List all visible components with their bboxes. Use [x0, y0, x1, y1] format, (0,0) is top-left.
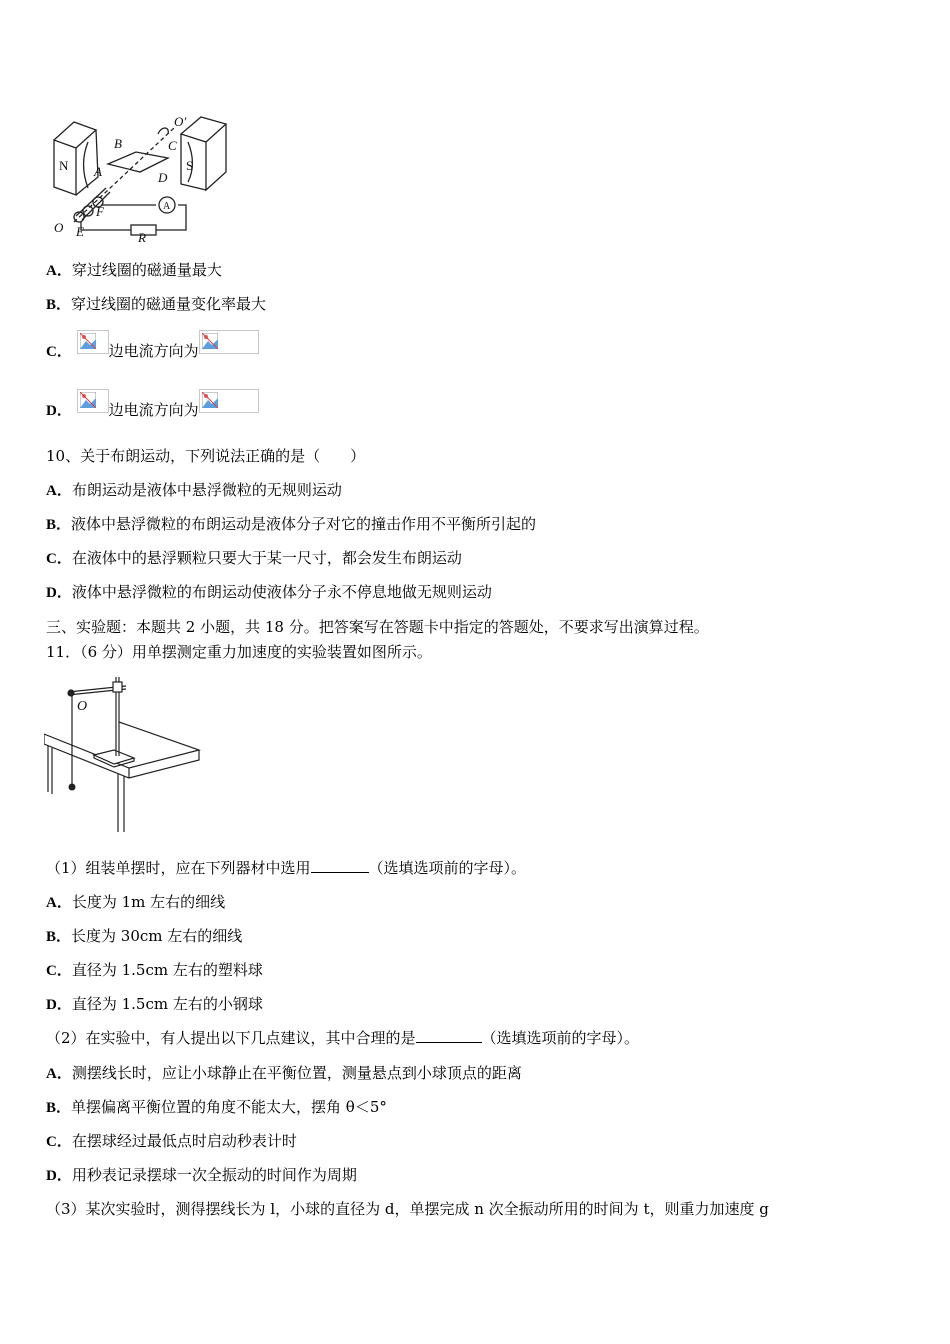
q10-option-b: B．液体中悬浮微粒的布朗运动是液体分子对它的撞击作用不平衡所引起的 — [46, 515, 537, 533]
ammeter-label: A — [163, 201, 171, 212]
broken-image-icon — [199, 330, 259, 354]
q9-option-d: D． 边电流方向为 — [46, 399, 259, 423]
label-S: S — [186, 158, 194, 173]
label-A: A — [94, 164, 102, 179]
answer-blank[interactable] — [311, 858, 369, 873]
label-R: R — [138, 230, 146, 245]
broken-image-icon — [77, 330, 109, 354]
q9-option-a: A．穿过线圈的磁通量最大 — [46, 261, 222, 279]
label-F: F — [96, 204, 104, 219]
label-N: N — [59, 158, 69, 173]
label-O-prime: O′ — [174, 114, 187, 129]
generator-diagram — [46, 112, 246, 247]
answer-blank[interactable] — [416, 1028, 482, 1043]
q11-part1-stem: （1）组装单摆时，应在下列器材中选用 （选填选项前的字母）。 — [46, 859, 527, 877]
q11-part1-option-a: A．长度为 1m 左右的细线 — [46, 893, 226, 911]
section-heading: 三、实验题：本题共 2 小题，共 18 分。把答案写在答题卡中指定的答题处，不要求写出演算过程。 — [46, 618, 709, 636]
label-O: O — [54, 220, 64, 235]
q11-part1-option-b: B．长度为 30cm 左右的细线 — [46, 927, 243, 945]
q10-option-a: A．布朗运动是液体中悬浮微粒的无规则运动 — [46, 481, 342, 499]
label-B: B — [114, 136, 122, 151]
q11-part2-option-b: B．单摆偏离平衡位置的角度不能太大，摆角 θ＜5° — [46, 1098, 387, 1116]
q11-part3-stem: （3）某次实验时，测得摆线长为 l，小球的直径为 d，单摆完成 n 次全振动所用的时间为 t，则重力加速度 g — [46, 1200, 769, 1218]
label-D: D — [158, 170, 168, 185]
pendulum-diagram — [44, 672, 204, 834]
q11-stem: 11．（6 分）用单摆测定重力加速度的实验装置如图所示。 — [46, 643, 432, 661]
broken-image-icon — [77, 389, 109, 413]
q9-option-c: C． 边电流方向为 — [46, 340, 259, 364]
q10-option-c: C．在液体中的悬浮颗粒只要大于某一尺寸，都会发生布朗运动 — [46, 549, 462, 567]
label-C: C — [168, 138, 177, 153]
pivot-label: O — [77, 699, 88, 714]
q11-part2-option-d: D．用秒表记录摆球一次全振动的时间作为周期 — [46, 1166, 357, 1184]
broken-image-icon — [199, 389, 259, 413]
q9-option-b: B．穿过线圈的磁通量变化率最大 — [46, 295, 267, 313]
q11-part1-option-d: D．直径为 1.5cm 左右的小钢球 — [46, 995, 263, 1013]
q11-part1-option-c: C．直径为 1.5cm 左右的塑料球 — [46, 961, 263, 979]
q11-part2-stem: （2）在实验中，有人提出以下几点建议，其中合理的是 （选填选项前的字母）。 — [46, 1029, 640, 1047]
label-E: E — [76, 224, 84, 239]
q10-stem: 10、关于布朗运动，下列说法正确的是（ ） — [46, 447, 366, 465]
q10-option-d: D．液体中悬浮微粒的布朗运动使液体分子永不停息地做无规则运动 — [46, 583, 492, 601]
q11-part2-option-a: A．测摆线长时，应让小球静止在平衡位置，测量悬点到小球顶点的距离 — [46, 1064, 522, 1082]
q11-part2-option-c: C．在摆球经过最低点时启动秒表计时 — [46, 1132, 297, 1150]
